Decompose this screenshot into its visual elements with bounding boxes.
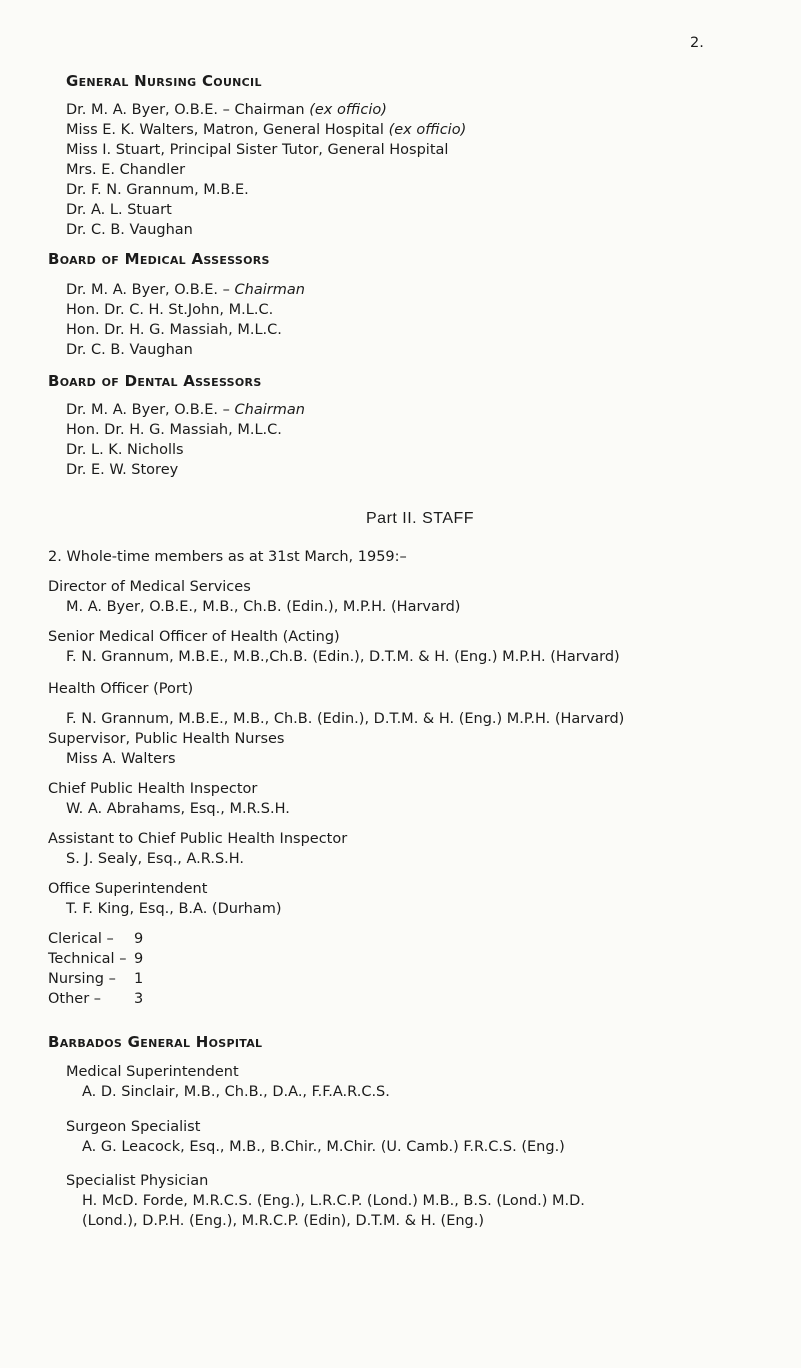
member-line: Dr. C. B. Vaughan [66,342,193,358]
staff-title: Office Superintendent [48,881,208,897]
section-heading-medical-assessors: Board of Medical Assessors [48,250,270,268]
member-line: Hon. Dr. H. G. Massiah, M.L.C. [66,422,282,438]
page-number: 2. [690,35,704,51]
staff-title: Chief Public Health Inspector [48,781,258,797]
staff-holder: W. A. Abrahams, Esq., M.R.S.H. [66,801,290,817]
staff-intro: 2. Whole-time members as at 31st March, 1959:– [48,549,407,565]
staff-title: Medical Superintendent [66,1064,239,1080]
member-line: Miss E. K. Walters, Matron, General Hospital (ex officio) [66,122,467,138]
staff-title: Senior Medical Officer of Health (Acting) [48,629,340,645]
part-title: Part II. STAFF [366,510,475,527]
member-line: Hon. Dr. C. H. St.John, M.L.C. [66,302,274,318]
staff-holder: H. McD. Forde, M.R.C.S. (Eng.), L.R.C.P. (Lond.) M.B., B.S. (Lond.) M.D. [82,1193,585,1209]
member-line: Dr. C. B. Vaughan [66,222,193,238]
count-row: Clerical – 9 [48,931,144,947]
staff-holder: Miss A. Walters [66,751,176,767]
staff-title: Director of Medical Services [48,579,251,595]
count-row: Other – 3 [48,991,144,1007]
staff-title: Specialist Physician [66,1173,209,1189]
staff-title: Surgeon Specialist [66,1119,201,1135]
member-line: Dr. L. K. Nicholls [66,442,184,458]
staff-title: Health Officer (Port) [48,681,194,697]
member-line: Dr. M. A. Byer, O.B.E. – Chairman (ex officio) [66,102,387,118]
staff-holder: F. N. Grannum, M.B.E., M.B., Ch.B. (Edin.), D.T.M. & H. (Eng.) M.P.H. (Harvard) [66,711,625,727]
member-line: Mrs. E. Chandler [66,162,186,178]
staff-holder: A. D. Sinclair, M.B., Ch.B., D.A., F.F.A.R.C.S. [82,1084,390,1100]
staff-holder: F. N. Grannum, M.B.E., M.B.,Ch.B. (Edin.), D.T.M. & H. (Eng.) M.P.H. (Harvard) [66,649,620,665]
count-row: Technical – 9 [48,951,144,967]
section-heading-hospital: Barbados General Hospital [48,1033,263,1051]
staff-holder: T. F. King, Esq., B.A. (Durham) [66,901,282,917]
member-line: Dr. M. A. Byer, O.B.E. – Chairman [66,402,305,418]
member-line: Dr. M. A. Byer, O.B.E. – Chairman [66,282,305,298]
section-heading-dental-assessors: Board of Dental Assessors [48,372,262,390]
staff-holder-continued: (Lond.), D.P.H. (Eng.), M.R.C.P. (Edin), D.T.M. & H. (Eng.) [82,1213,485,1229]
count-row: Nursing – 1 [48,971,144,987]
member-line: Dr. A. L. Stuart [66,202,172,218]
member-line: Miss I. Stuart, Principal Sister Tutor, General Hospital [66,142,449,158]
staff-title: Supervisor, Public Health Nurses [48,731,285,747]
staff-holder: M. A. Byer, O.B.E., M.B., Ch.B. (Edin.), M.P.H. (Harvard) [66,599,461,615]
staff-holder: S. J. Sealy, Esq., A.R.S.H. [66,851,245,867]
section-heading-nursing-council: General Nursing Council [66,72,262,90]
staff-title: Assistant to Chief Public Health Inspector [48,831,348,847]
member-line: Dr. E. W. Storey [66,462,179,478]
staff-holder: A. G. Leacock, Esq., M.B., B.Chir., M.Chir. (U. Camb.) F.R.C.S. (Eng.) [82,1139,565,1155]
member-line: Hon. Dr. H. G. Massiah, M.L.C. [66,322,282,338]
member-line: Dr. F. N. Grannum, M.B.E. [66,182,249,198]
